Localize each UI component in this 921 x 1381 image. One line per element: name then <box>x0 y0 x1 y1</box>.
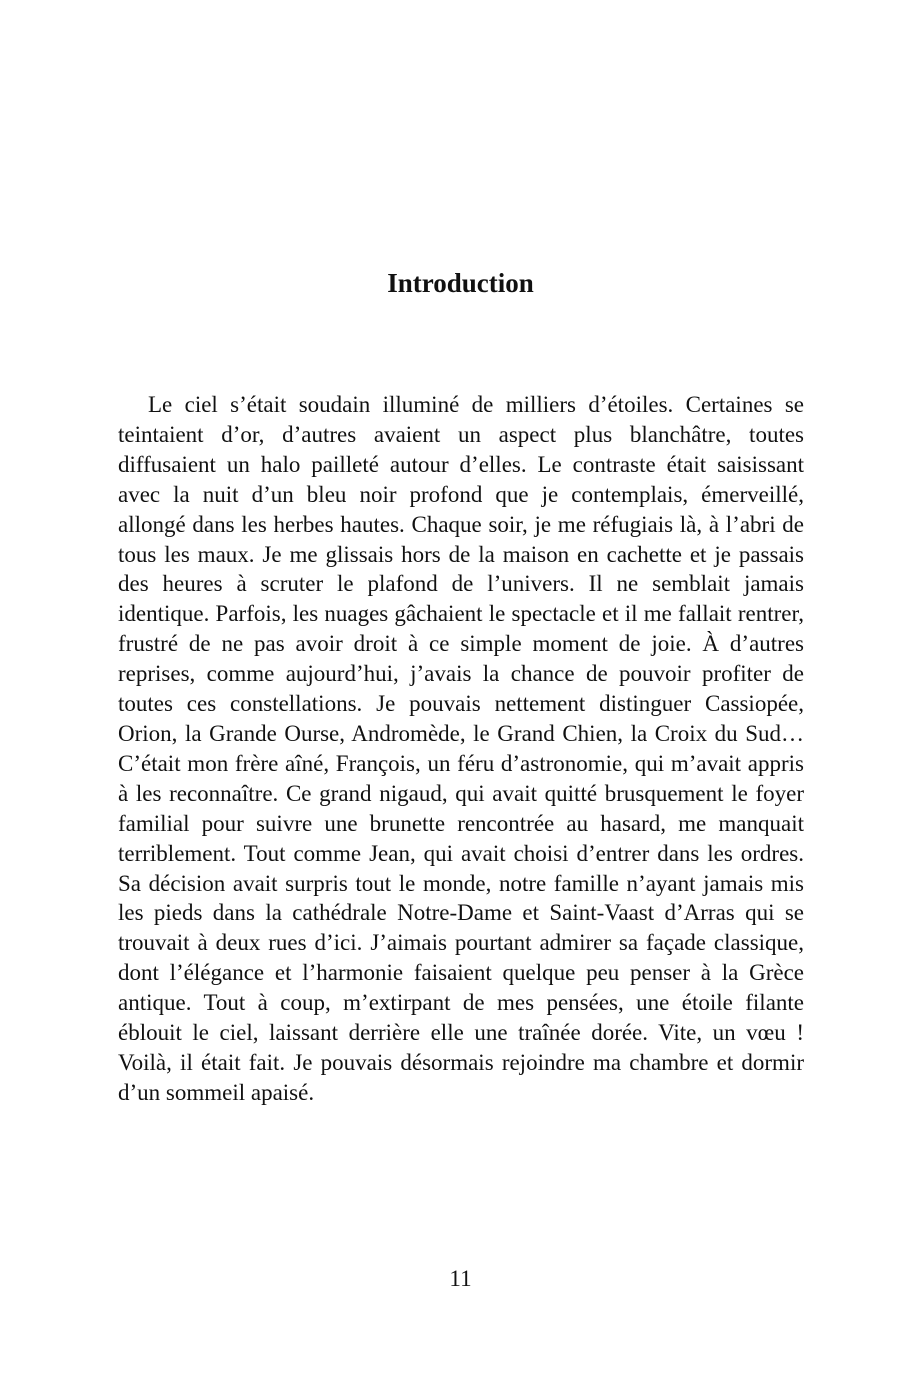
chapter-body <box>118 390 804 1108</box>
body-paragraph: Le ciel s’était soudain illuminé de milliers d’étoiles. Certaines se teintaient d’or, d’autres avaient un aspect plus blanchâtre, toutes diffusaient un halo pailleté autour d’elles. Le contraste était saisissant avec la nuit d’un bleu noir profond que je contemplais, émerveillé, allongé dans les herbes hautes. Chaque soir, je me réfugiais là, à l’abri de tous les maux. Je me glissais hors de la maison en cachette et je passais des heures à scruter le plafond de l’univers. Il ne semblait jamais identique. Parfois, les nuages gâchaient le spectacle et il me fallait rentrer, frustré de ne pas avoir droit à ce simple moment de joie. À d’autres reprises, comme aujourd’hui, j’avais la chance de pouvoir profiter de toutes ces constellations. Je pouvais nettement distinguer Cassiopée, Orion, la Grande Ourse, Andromède, le Grand Chien, la Croix du Sud… C’était mon frère aîné, François, un féru d’astronomie, qui m’avait appris à les reconnaître. Ce grand nigaud, qui avait quitté brusquement le foyer familial pour suivre une brunette rencontrée au hasard, me manquait terriblement. Tout comme Jean, qui avait choisi d’entrer dans les ordres. Sa décision avait surpris tout le monde, notre famille n’ayant jamais mis les pieds dans la cathédrale Notre-Dame et Saint-Vaast d’Arras qui se trouvait à deux rues d’ici. J’aimais pourtant admirer sa façade classique, dont l’élégance et l’harmonie faisaient quelque peu penser à la Grèce antique. Tout à coup, m’extirpant de mes pensées, une étoile filante éblouit le ciel, laissant derrière elle une traînée dorée. Vite, un vœu ! Voilà, il était fait. Je pouvais désormais rejoindre ma chambre et dormir d’un sommeil apaisé. <box>118 392 804 1105</box>
chapter-title: Introduction <box>387 268 534 298</box>
page-number: 11 <box>449 1266 472 1291</box>
